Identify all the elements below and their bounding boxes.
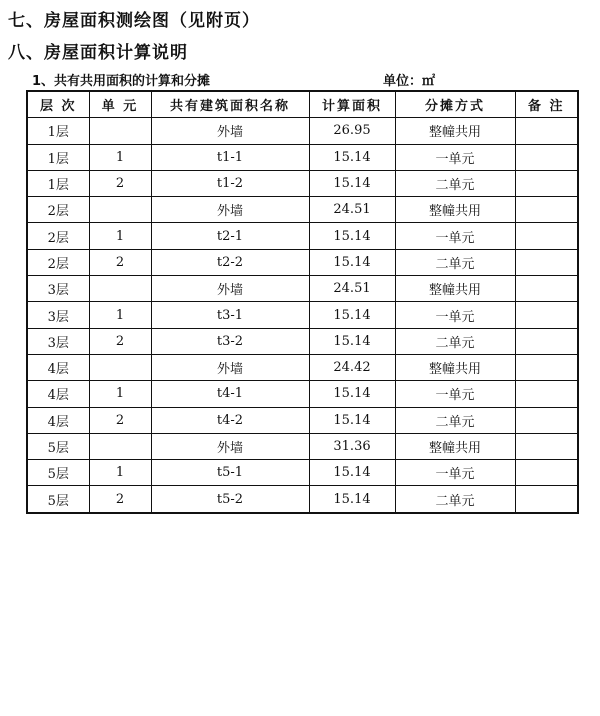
- section-7-heading: 七、房屋面积测绘图（见附页）: [8, 11, 260, 31]
- subsection-title: 1、共有共用面积的计算和分摊: [32, 74, 211, 89]
- cell-area-name: t2-2: [151, 249, 309, 275]
- cell-floor: 3层: [27, 302, 89, 328]
- cell-remark: [515, 144, 578, 170]
- shared-area-table: [26, 90, 579, 514]
- cell-area-name: t4-2: [151, 407, 309, 433]
- cell-area: 15.14: [309, 460, 395, 486]
- cell-remark: [515, 170, 578, 196]
- table-row: [27, 118, 578, 144]
- cell-area: 15.14: [309, 223, 395, 249]
- table-row: [27, 197, 578, 223]
- cell-area-name: 外墙: [151, 197, 309, 223]
- cell-area-name: t3-1: [151, 302, 309, 328]
- table-header-row: [27, 91, 578, 118]
- cell-method: 二单元: [395, 407, 515, 433]
- table-row: [27, 144, 578, 170]
- cell-area: 15.14: [309, 328, 395, 354]
- cell-floor: 3层: [27, 276, 89, 302]
- table-row: [27, 223, 578, 249]
- cell-method: 整幢共用: [395, 354, 515, 380]
- cell-floor: 5层: [27, 433, 89, 459]
- cell-unit: 2: [89, 170, 151, 196]
- unit-label: 单位：㎡: [383, 74, 436, 89]
- table-row: [27, 486, 578, 513]
- cell-area: 15.14: [309, 407, 395, 433]
- cell-floor: 2层: [27, 223, 89, 249]
- header-apportion-method: 分摊方式: [395, 91, 515, 118]
- cell-method: 整幢共用: [395, 118, 515, 144]
- cell-unit: [89, 118, 151, 144]
- cell-unit: 1: [89, 302, 151, 328]
- cell-unit: [89, 276, 151, 302]
- cell-unit: [89, 354, 151, 380]
- cell-floor: 2层: [27, 197, 89, 223]
- cell-area-name: t1-2: [151, 170, 309, 196]
- cell-floor: 2层: [27, 249, 89, 275]
- cell-area-name: 外墙: [151, 433, 309, 459]
- cell-floor: 4层: [27, 354, 89, 380]
- cell-floor: 4层: [27, 381, 89, 407]
- cell-area: 15.14: [309, 144, 395, 170]
- table-row: [27, 249, 578, 275]
- cell-method: 二单元: [395, 170, 515, 196]
- cell-area-name: t4-1: [151, 381, 309, 407]
- cell-area: 15.14: [309, 302, 395, 328]
- cell-floor: 1层: [27, 170, 89, 196]
- cell-floor: 4层: [27, 407, 89, 433]
- cell-remark: [515, 223, 578, 249]
- cell-remark: [515, 354, 578, 380]
- cell-method: 一单元: [395, 223, 515, 249]
- cell-remark: [515, 276, 578, 302]
- table-row: [27, 302, 578, 328]
- header-shared-area-name: 共有建筑面积名称: [151, 91, 309, 118]
- cell-method: 二单元: [395, 486, 515, 513]
- cell-unit: 1: [89, 144, 151, 170]
- cell-area-name: t5-1: [151, 460, 309, 486]
- cell-remark: [515, 118, 578, 144]
- cell-area: 15.14: [309, 486, 395, 513]
- cell-remark: [515, 486, 578, 513]
- cell-unit: 2: [89, 328, 151, 354]
- table-row: [27, 276, 578, 302]
- cell-method: 整幢共用: [395, 433, 515, 459]
- table-row: [27, 381, 578, 407]
- header-computed-area: 计算面积: [309, 91, 395, 118]
- header-floor: 层 次: [27, 91, 89, 118]
- cell-area-name: 外墙: [151, 354, 309, 380]
- cell-remark: [515, 302, 578, 328]
- cell-method: 一单元: [395, 144, 515, 170]
- table-row: [27, 328, 578, 354]
- cell-floor: 5层: [27, 486, 89, 513]
- cell-area: 24.42: [309, 354, 395, 380]
- cell-method: 整幢共用: [395, 197, 515, 223]
- cell-unit: 1: [89, 460, 151, 486]
- cell-method: 一单元: [395, 460, 515, 486]
- cell-area-name: t1-1: [151, 144, 309, 170]
- cell-remark: [515, 328, 578, 354]
- table-row: [27, 354, 578, 380]
- header-unit: 单 元: [89, 91, 151, 118]
- cell-area-name: t2-1: [151, 223, 309, 249]
- cell-unit: 1: [89, 223, 151, 249]
- cell-method: 整幢共用: [395, 276, 515, 302]
- cell-area: 24.51: [309, 276, 395, 302]
- cell-floor: 3层: [27, 328, 89, 354]
- cell-unit: 2: [89, 407, 151, 433]
- cell-floor: 1层: [27, 144, 89, 170]
- cell-area-name: 外墙: [151, 276, 309, 302]
- table-row: [27, 170, 578, 196]
- cell-area: 24.51: [309, 197, 395, 223]
- cell-area-name: t5-2: [151, 486, 309, 513]
- cell-remark: [515, 249, 578, 275]
- table-body: [27, 118, 578, 513]
- cell-floor: 1层: [27, 118, 89, 144]
- cell-method: 一单元: [395, 381, 515, 407]
- cell-remark: [515, 433, 578, 459]
- cell-remark: [515, 407, 578, 433]
- cell-unit: 2: [89, 249, 151, 275]
- cell-remark: [515, 460, 578, 486]
- cell-unit: [89, 197, 151, 223]
- cell-remark: [515, 381, 578, 407]
- cell-remark: [515, 197, 578, 223]
- cell-method: 一单元: [395, 302, 515, 328]
- cell-area: 15.14: [309, 170, 395, 196]
- table-row: [27, 407, 578, 433]
- cell-unit: [89, 433, 151, 459]
- cell-floor: 5层: [27, 460, 89, 486]
- cell-unit: 2: [89, 486, 151, 513]
- cell-area: 26.95: [309, 118, 395, 144]
- table-row: [27, 433, 578, 459]
- cell-area: 31.36: [309, 433, 395, 459]
- cell-area: 15.14: [309, 381, 395, 407]
- cell-unit: 1: [89, 381, 151, 407]
- cell-area-name: t3-2: [151, 328, 309, 354]
- section-8-heading: 八、房屋面积计算说明: [8, 43, 188, 63]
- cell-area: 15.14: [309, 249, 395, 275]
- table-row: [27, 460, 578, 486]
- cell-method: 二单元: [395, 249, 515, 275]
- cell-area-name: 外墙: [151, 118, 309, 144]
- cell-method: 二单元: [395, 328, 515, 354]
- header-remarks: 备 注: [515, 91, 578, 118]
